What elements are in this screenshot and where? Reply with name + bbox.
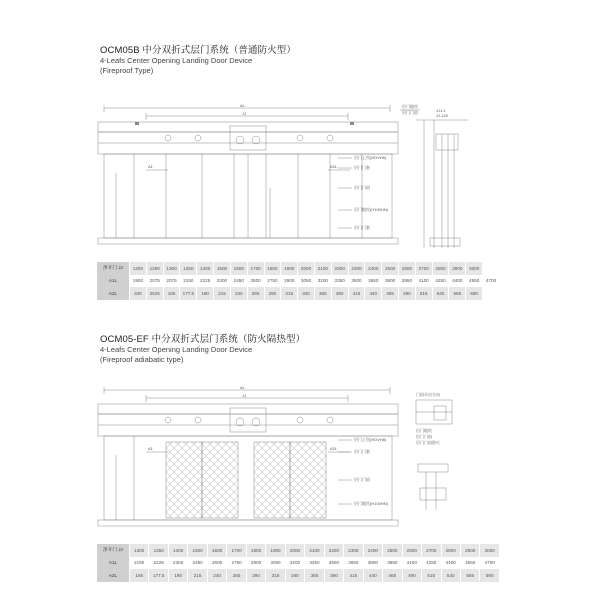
table-cell: 3000 (480, 544, 500, 557)
table-cell: 390 (324, 569, 343, 582)
section1-side-note-1: 层门门扇 (402, 110, 418, 115)
table-cell: 3200 (285, 557, 304, 570)
section1-note-3: 层门地坎(H100HN) (354, 207, 389, 212)
table-cell: 490 (402, 569, 421, 582)
section2-side-note-2: 层门门扇 (416, 434, 432, 439)
section2-note-0: 层门上坎(HDVH8) (354, 437, 387, 442)
table-cell: 1250 (146, 262, 163, 275)
section1-door-drawing (90, 98, 510, 268)
table-cell: 340 (285, 569, 304, 582)
table-cell: 240 (207, 569, 226, 582)
table-cell: 2150 (180, 275, 197, 288)
table-cell: 2450 (230, 275, 247, 288)
table-row (97, 287, 500, 300)
table-cell: 3500 (324, 557, 343, 570)
table-cell: 1300 (163, 262, 180, 275)
table-cell: 1700 (247, 262, 264, 275)
table-cell: 4250 (422, 557, 441, 570)
table-cell: 3050 (298, 275, 315, 288)
section1-side-note-3: JJ-120 (436, 113, 449, 118)
table-cell: 315 (281, 287, 298, 300)
table-cell: 3950 (399, 275, 416, 288)
table-cell: 440 (363, 569, 382, 582)
table-cell: 190 (197, 287, 214, 300)
table-cell: 2100 (305, 544, 324, 557)
table-cell: 1400 (168, 544, 187, 557)
table-cell: 2500 (382, 262, 399, 275)
section1-side-note-2: JJ1-1 (436, 108, 446, 113)
table-cell: 2225 (197, 275, 214, 288)
table-cell: 2600 (402, 544, 421, 557)
table-cell: 1350 (180, 262, 197, 275)
table-cell: 2450 (188, 557, 207, 570)
table-cell: 2750 (227, 557, 246, 570)
table-cell: 340 (130, 287, 147, 300)
section2-dim-mid: JJ (242, 393, 246, 398)
table-cell: 4100 (402, 557, 421, 570)
table-cell: 2200 (324, 544, 343, 557)
table-cell: 1500 (214, 262, 231, 275)
table-cell: 440 (365, 287, 382, 300)
table-row (97, 275, 500, 288)
table-cell: 365 (305, 569, 324, 582)
section1-title-en-1: 4-Leafs Center Opening Landing Door Device (100, 56, 253, 65)
table-cell: 565 (460, 569, 479, 582)
table-cell: 315 (266, 569, 285, 582)
table-cell: 2100 (314, 262, 331, 275)
table-cell: 2525 (146, 287, 163, 300)
section1-dim-mid: JJ (242, 111, 246, 116)
table-cell: 1400 (197, 262, 214, 275)
row-label: 净开门 JJ (97, 544, 130, 557)
table-cell: 1800 (264, 262, 281, 275)
section2-side-note-1: 层门地坎 (416, 428, 432, 433)
table-cell: 2075 (146, 275, 163, 288)
table-cell: 215 (214, 287, 231, 300)
table-cell: 3800 (363, 557, 382, 570)
table-cell: 2800 (432, 262, 449, 275)
table-cell: 4700 (480, 557, 500, 570)
table-cell: 3950 (383, 557, 402, 570)
table-cell: 2600 (399, 262, 416, 275)
table-cell: 1200 (130, 262, 147, 275)
table-cell: 3500 (348, 275, 365, 288)
table-cell: 3000 (466, 262, 483, 275)
section1-note-0: 层门上坎(HDVH8) (354, 155, 387, 160)
row-label: A2L (97, 287, 130, 300)
table-cell: 1700 (227, 544, 246, 557)
row-label: 净开门 JJ (97, 262, 130, 275)
table-cell: 165 (163, 287, 180, 300)
section1-title-en-2: (Fireproof Type) (100, 65, 154, 75)
table-cell: 465 (383, 569, 402, 582)
table-cell: 4700 (483, 275, 500, 288)
table-cell: 2900 (449, 262, 466, 275)
section1-dim-right: A2L (330, 164, 338, 169)
table-cell: 590 (466, 287, 483, 300)
section2-dim-top: AL (240, 385, 245, 390)
table-cell: 2700 (415, 262, 432, 275)
table-cell: 215 (188, 569, 207, 582)
section2-side-note-3: 层门门扇防火 (416, 440, 440, 445)
table-cell: 1600 (207, 544, 226, 557)
section2-title (100, 331, 305, 364)
section2-note-3: 层门地坎(H100HN) (354, 501, 389, 506)
table-cell: 2900 (281, 275, 298, 288)
table-cell: 590 (480, 569, 500, 582)
section2-dim-right: A2L (330, 446, 338, 451)
section1-note-4: 层门门套 (354, 225, 370, 230)
table-cell: 1300 (130, 544, 149, 557)
table-cell: 1900 (281, 262, 298, 275)
section2-door-drawing (90, 380, 510, 550)
table-cell: 2900 (460, 544, 479, 557)
table-cell: 3650 (365, 275, 382, 288)
table-cell: 2400 (365, 262, 382, 275)
table-cell: 290 (246, 569, 265, 582)
section2-note-2: 层门门扇 (354, 477, 370, 482)
section2-dimension-table (97, 544, 500, 582)
table-cell: 265 (247, 287, 264, 300)
section1-note-1: 层门门套 (354, 165, 370, 170)
table-row (97, 544, 500, 557)
table-cell: 2400 (363, 544, 382, 557)
table-cell: 515 (422, 569, 441, 582)
table-cell: 3350 (331, 275, 348, 288)
table-cell: 3050 (266, 557, 285, 570)
table-cell: 540 (432, 287, 449, 300)
row-label: A1L (97, 557, 130, 570)
table-row (97, 557, 500, 570)
table-cell: 2225 (149, 557, 168, 570)
table-cell: 540 (441, 569, 460, 582)
table-cell: 3200 (314, 275, 331, 288)
section1-title (100, 42, 296, 75)
table-cell: 565 (449, 287, 466, 300)
table-cell: 2200 (331, 262, 348, 275)
table-cell: 415 (344, 569, 363, 582)
section1-side-note-0: 层门地坎 (402, 104, 418, 109)
table-cell: 2900 (246, 557, 265, 570)
table-cell: 2000 (298, 262, 315, 275)
table-cell: 490 (399, 287, 416, 300)
section1-title-cn: OCM05B 中分双折式层门系统（普通防火型） (100, 45, 297, 56)
table-cell: 3800 (382, 275, 399, 288)
table-cell: 1500 (188, 544, 207, 557)
table-cell: 4550 (460, 557, 479, 570)
table-cell: 4100 (415, 275, 432, 288)
table-cell: 2000 (285, 544, 304, 557)
section2-dim-left: A1 (148, 446, 153, 451)
section2-title-cn: OCM05-EF 中分双折式层门系统（防火隔热型） (100, 334, 306, 345)
table-cell: 2800 (441, 544, 460, 557)
table-cell: 177.5 (149, 569, 168, 582)
table-cell: 2500 (383, 544, 402, 557)
table-cell: 1900 (130, 275, 147, 288)
table-cell: 190 (168, 569, 187, 582)
section1-dim-top: AL (240, 103, 245, 108)
section1-door-svg (90, 98, 510, 268)
table-cell: 2300 (214, 275, 231, 288)
table-cell: 2300 (168, 557, 187, 570)
table-cell: 177.5 (180, 287, 197, 300)
table-cell: 1600 (230, 262, 247, 275)
table-cell: 4400 (441, 557, 460, 570)
table-cell: 365 (314, 287, 331, 300)
table-cell: 2150 (130, 557, 149, 570)
row-label: A1L (97, 275, 130, 288)
table-cell: 2750 (264, 275, 281, 288)
table-cell: 2700 (422, 544, 441, 557)
section2-note-1: 层门门套 (354, 449, 370, 454)
table-cell: 265 (227, 569, 246, 582)
table-cell: 165 (130, 569, 149, 582)
table-cell: 390 (331, 287, 348, 300)
section2-title-en-1: 4-Leafs Center Opening Landing Door Device (100, 345, 253, 354)
table-cell: 515 (415, 287, 432, 300)
table-cell: 3650 (344, 557, 363, 570)
section2-door-svg (90, 380, 510, 550)
table-cell: 4250 (432, 275, 449, 288)
section1-note-2: 层门门扇 (354, 185, 370, 190)
table-row (97, 262, 500, 275)
table-cell: 2300 (344, 544, 363, 557)
table-cell: 465 (382, 287, 399, 300)
section1-dimension-table (97, 262, 500, 300)
table-cell: 415 (348, 287, 365, 300)
table-cell: 1900 (266, 544, 285, 557)
table-cell: 1800 (246, 544, 265, 557)
table-cell: 4400 (449, 275, 466, 288)
table-cell: 4550 (466, 275, 483, 288)
table-cell: 2300 (348, 262, 365, 275)
table-cell: 290 (264, 287, 281, 300)
table-cell: 2600 (247, 275, 264, 288)
table-cell: 3350 (305, 557, 324, 570)
section1-dim-left: A1 (148, 164, 153, 169)
table-cell: 1350 (149, 544, 168, 557)
table-cell: 2075 (163, 275, 180, 288)
table-cell: 240 (230, 287, 247, 300)
section2-title-en-2: (Fireproof adiabatic type) (100, 354, 184, 364)
table-cell: 340 (298, 287, 315, 300)
row-label: A2L (97, 569, 130, 582)
section2-side-note-0: 门扇开启方向 (416, 392, 440, 397)
table-row (97, 569, 500, 582)
table-cell: 2600 (207, 557, 226, 570)
